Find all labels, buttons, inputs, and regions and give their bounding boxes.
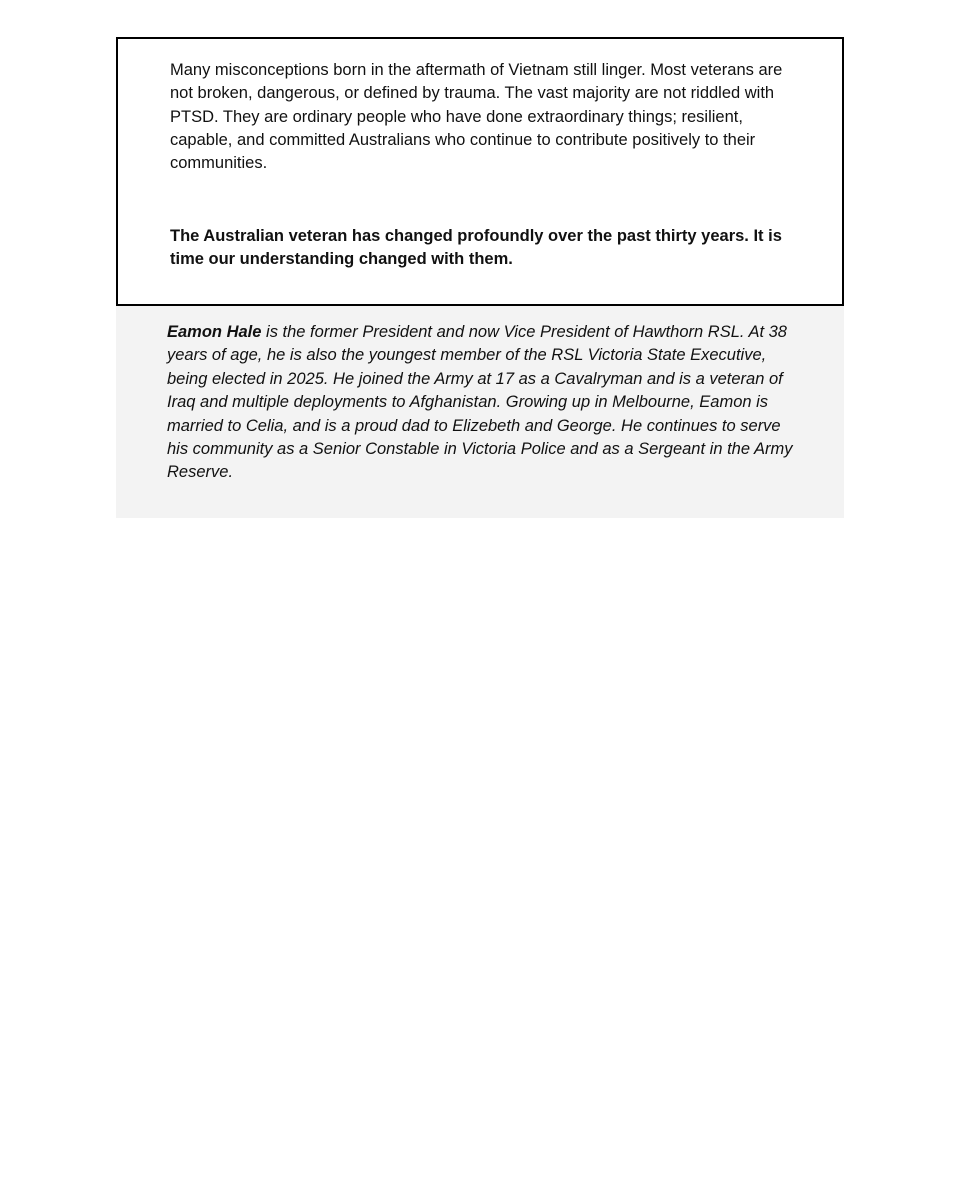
article-closing-paragraph: The Australian veteran has changed profoundly over the past thirty years. It is time our understanding changed with them.: [170, 227, 782, 269]
author-bio-paragraph: [167, 321, 797, 485]
article-body-paragraph: Many misconceptions born in the aftermath of Vietnam still linger. Most veterans are not broken, dangerous, or defined by trauma. The vast majority are not riddled with PTSD. They are ordinary people who have done extraordinary things; resilient, capable, and committed Australians who continue to contribute positively to their communities.: [170, 61, 783, 173]
author-bio-text: is the former President and now Vice President of Hawthorn RSL. At 38 years of age, he is also the youngest member of the RSL Victoria State Executive, being elected in 2025. He joined the Army at 17 as a Cavalryman and is a veteran of Iraq and multiple deployments to Afghanistan. Growing up in Melbourne, Eamon is married to Celia, and is a proud dad to Elizebeth and George. He continues to serve his community as a Senior Constable in Victoria Police and as a Sergeant in the Army Reserve.: [167, 323, 793, 482]
author-bio-section: [116, 306, 844, 518]
author-name: Eamon Hale: [167, 323, 262, 341]
article-text-box: [116, 37, 844, 306]
